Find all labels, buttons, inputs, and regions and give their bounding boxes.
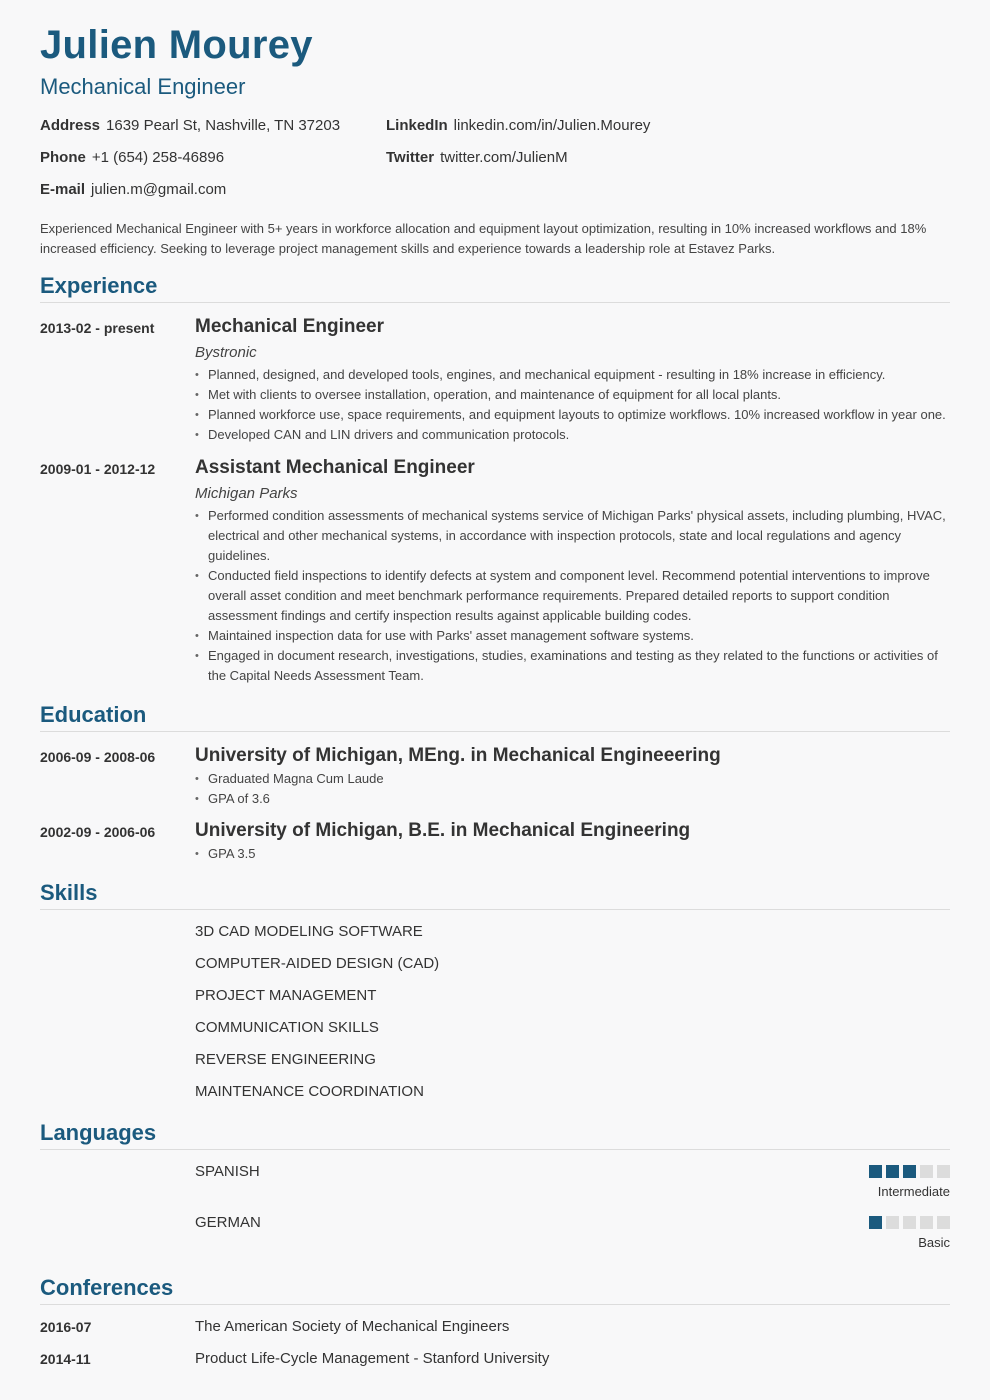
language-name: SPANISH	[195, 1163, 260, 1180]
section-title-experience: Experience	[40, 271, 950, 303]
phone-value: +1 (654) 258-46896	[91, 149, 225, 166]
entry-role: Mechanical Engineer	[195, 316, 385, 337]
entry-bullets	[195, 844, 950, 864]
bullet: • Performed condition assessments of mechanical systems service of Michigan Parks' physical assets, including plumbing, HVAC, electrical and other mechanical systems, in accordance with inspection protocols, state and local regulations and agency guidelines.	[195, 506, 950, 566]
bullet: • Planned, designed, and developed tools, engines, and mechanical equipment - resulting in 18% increase in efficiency.	[195, 365, 950, 385]
entry-bullets	[195, 365, 950, 445]
conference-date: 2016-07	[40, 1319, 92, 1335]
entry-company: Bystronic	[195, 344, 257, 361]
section-title-education: Education	[40, 700, 950, 732]
education-entry	[40, 820, 950, 864]
entry-role: Assistant Mechanical Engineer	[195, 457, 475, 478]
bullet: • Developed CAN and LIN drivers and communication protocols.	[195, 425, 950, 445]
address	[40, 116, 386, 136]
rating-dot-empty	[937, 1216, 950, 1229]
conference-name: The American Society of Mechanical Engineers	[195, 1318, 510, 1335]
linkedin-link[interactable]: linkedin.com/in/Julien.Mourey	[453, 117, 651, 134]
language-item	[40, 1210, 950, 1261]
bullet: • GPA of 3.6	[195, 789, 950, 809]
conference-name: Product Life-Cycle Management - Stanford University	[195, 1350, 550, 1367]
skill-item: 3D CAD MODELING SOFTWARE	[195, 923, 423, 940]
education-entry	[40, 745, 950, 809]
conferences-list	[40, 1317, 950, 1381]
entry-date: 2006-09 - 2008-06	[40, 749, 156, 765]
entry-degree: University of Michigan, MEng. in Mechanical Engineeering	[195, 745, 721, 766]
email-link[interactable]: julien.m@gmail.com	[91, 181, 227, 198]
bullet: • Graduated Magna Cum Laude	[195, 769, 950, 789]
address-label: Address	[40, 117, 101, 134]
rating-dot-empty	[920, 1216, 933, 1229]
skill-item: COMMUNICATION SKILLS	[195, 1019, 379, 1036]
bullet: • GPA 3.5	[195, 844, 950, 864]
conference-item	[40, 1349, 950, 1381]
bullet: • Planned workforce use, space requirements, and equipment layouts to optimize workflows. 10% increased workflow in year one.	[195, 405, 950, 425]
rating-dot-empty	[903, 1216, 916, 1229]
entry-date: 2002-09 - 2006-06	[40, 824, 156, 840]
rating-dot-filled	[886, 1165, 899, 1178]
rating-dot-filled	[869, 1216, 882, 1229]
skill-item: PROJECT MANAGEMENT	[195, 987, 377, 1004]
entry-date: 2009-01 - 2012-12	[40, 461, 156, 477]
entry-degree: University of Michigan, B.E. in Mechanical Engineering	[195, 820, 691, 841]
rating-dot-filled	[869, 1165, 882, 1178]
conference-date: 2014-11	[40, 1351, 91, 1367]
phone-label: Phone	[40, 149, 86, 166]
language-rating	[750, 1165, 950, 1178]
experience-entry	[40, 457, 950, 686]
conference-item	[40, 1317, 950, 1349]
language-rating	[750, 1216, 950, 1229]
twitter-label: Twitter	[386, 149, 435, 166]
linkedin	[386, 116, 950, 136]
entry-date: 2013-02 - present	[40, 320, 155, 336]
language-level: Basic	[918, 1235, 950, 1250]
candidate-name: Julien Mourey	[40, 23, 313, 67]
twitter-link[interactable]: twitter.com/JulienM	[440, 149, 568, 166]
job-title: Mechanical Engineer	[40, 74, 246, 99]
experience-entry	[40, 316, 950, 445]
address-value: 1639 Pearl St, Nashville, TN 37203	[106, 117, 341, 134]
skill-item: COMPUTER-AIDED DESIGN (CAD)	[195, 955, 440, 972]
contact-info	[40, 116, 950, 200]
rating-dot-filled	[903, 1165, 916, 1178]
entry-company: Michigan Parks	[195, 485, 298, 502]
language-name: GERMAN	[195, 1214, 261, 1231]
entry-bullets	[195, 506, 950, 686]
email	[40, 180, 386, 200]
language-item	[40, 1159, 950, 1210]
rating-dot-empty	[920, 1165, 933, 1178]
bullet: • Maintained inspection data for use with Parks' asset management software systems.	[195, 626, 950, 646]
email-label: E-mail	[40, 181, 86, 198]
skill-item: MAINTENANCE COORDINATION	[195, 1083, 424, 1100]
languages-list	[40, 1159, 950, 1261]
section-title-languages: Languages	[40, 1118, 950, 1150]
rating-dot-empty	[886, 1216, 899, 1229]
skill-item: REVERSE ENGINEERING	[195, 1051, 376, 1068]
language-level: Intermediate	[877, 1184, 950, 1199]
section-title-skills: Skills	[40, 878, 950, 910]
phone	[40, 148, 386, 168]
entry-bullets	[195, 769, 950, 809]
rating-dot-empty	[937, 1165, 950, 1178]
section-title-conferences: Conferences	[40, 1273, 950, 1305]
summary: Experienced Mechanical Engineer with 5+ years in workforce allocation and equipment layout optimization, resulting in 10% increased workflows and 18% increased efficiency. Seeking to leverage project management skills and experience towards a leadership role at Estavez Parks.	[40, 221, 927, 256]
bullet: • Engaged in document research, investigations, studies, examinations and testing as they related to the functions or activities of the Capital Needs Assessment Team.	[195, 646, 950, 686]
twitter	[386, 148, 950, 168]
linkedin-label: LinkedIn	[386, 117, 448, 134]
bullet: • Met with clients to oversee installation, operation, and maintenance of equipment for all local plants.	[195, 385, 950, 405]
skills-list	[40, 922, 950, 1114]
bullet: • Conducted field inspections to identify defects at system and component level. Recommend potential interventions to improve overall asset condition and meet benchmark performance requirements. Prepared detailed reports to support condition assessment findings and certify inspection results against applicable building codes.	[195, 566, 950, 626]
